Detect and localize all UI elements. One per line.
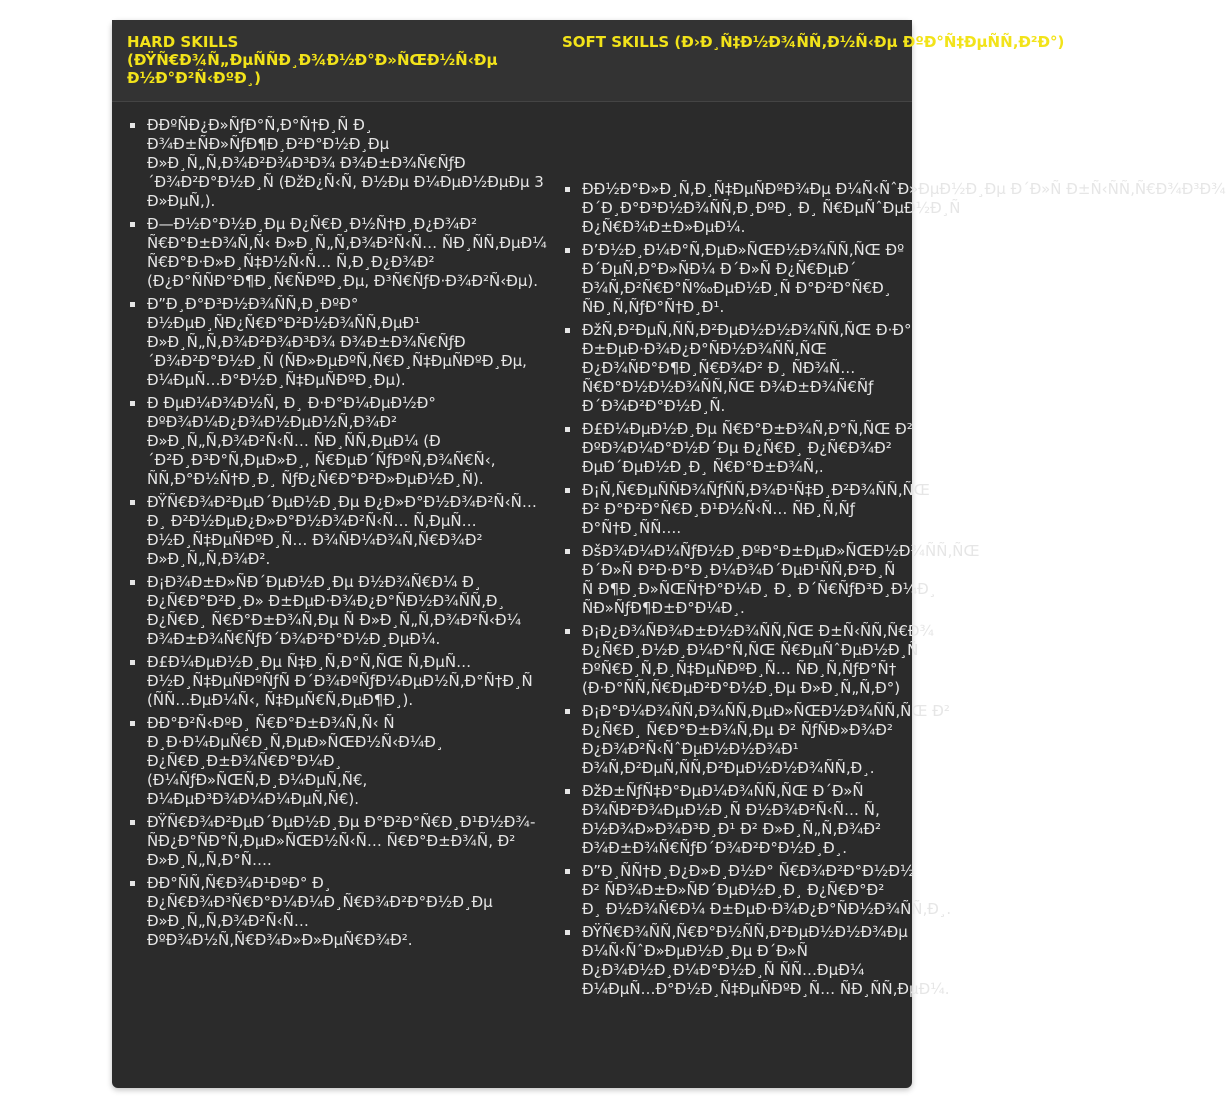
skills-table — [112, 20, 1226, 1088]
list-item: ĐŸÑ€Đ¾Đ²ĐµĐ´ĐµĐ½Đ¸Đµ Đ¿Đ»Đ°Đ½Đ¾Đ²Ñ‹Ñ… Đ¸ Đ²Đ½ĐµĐ¿Đ»Đ°Đ½Đ¾Đ²Ñ‹Ñ… Ñ‚ĐµÑ…Đ½Đ¸Ñ‡ĐµÑĐºĐ¸Ñ… Đ¾ÑĐ¼Đ¾Ñ‚Ñ€Đ¾Đ² Đ»Đ¸Ñ„Ñ‚Đ¾Đ². — [127, 493, 547, 569]
list-item: Đ ĐµĐ¼Đ¾Đ½Ñ‚ Đ¸ Đ·Đ°Đ¼ĐµĐ½Đ° ĐºĐ¾Đ¼Đ¿Đ¾Đ½ĐµĐ½Ñ‚Đ¾Đ² Đ»Đ¸Ñ„Ñ‚Đ¾Đ²Ñ‹Ñ… ÑĐ¸ÑÑ‚ĐµĐ¼ (Đ´Đ²Đ¸Đ³Đ°Ñ‚ĐµĐ»Đ¸, Ñ€ĐµĐ´ÑƒĐºÑ‚Đ¾Ñ€Ñ‹, ÑÑ‚Đ°Đ½Ñ†Đ¸Đ¸ ÑƒĐ¿Ñ€Đ°Đ²Đ»ĐµĐ½Đ¸Ñ). — [127, 394, 547, 489]
soft-skills-list — [562, 180, 1226, 999]
list-item — [562, 862, 952, 919]
bullet-icon — [130, 721, 135, 726]
list-item-line: Đ¾Ñ‚Đ²ĐµÑ‚ÑÑ‚Đ²ĐµĐ½Đ½Đ¾ÑÑ‚Đ¸. — [582, 759, 875, 777]
list-item-line: Đ´ĐµÑ‚Đ°Đ»ÑĐ¼ Đ´Đ»Ñ Đ¿Ñ€ĐµĐ´ — [582, 260, 857, 278]
bullet-icon — [130, 820, 135, 825]
list-item-line: Đ¡Ñ‚Ñ€ĐµÑÑĐ¾ÑƒÑÑ‚Đ¾Đ¹Ñ‡Đ¸Đ²Đ¾ÑÑ‚ÑŒ — [582, 481, 930, 499]
list-item-line: ĐºĐ¾Đ¼Đ°Đ½Đ´Đµ Đ¿Ñ€Đ¸ Đ¿Ñ€Đ¾Đ² — [582, 439, 892, 457]
bullet-icon — [130, 401, 135, 406]
list-item-line: Đ² ÑĐ¾Đ±Đ»ÑĐ´ĐµĐ½Đ¸Đ¸ Đ¿Ñ€Đ°Đ² — [582, 881, 885, 899]
list-item — [562, 420, 912, 477]
list-item-line: Đ¿Ñ€Đ¸Đ½Đ¸Đ¼Đ°Ñ‚ÑŒ Ñ€ĐµÑˆĐµĐ½Đ¸Ñ — [582, 641, 919, 659]
list-item-line: Đ´Đ»Ñ Đ²Đ·Đ°Đ¸Đ¼Đ¾Đ´ĐµĐ¹ÑÑ‚Đ²Đ¸Ñ — [582, 561, 896, 579]
list-item-line: (Đ·Đ°ÑÑ‚Ñ€ĐµĐ²Đ°Đ½Đ¸Đµ Đ»Đ¸Ñ„Ñ‚Đ°) — [582, 679, 901, 697]
list-item-line: Đ¡Đ°Đ¼Đ¾ÑÑ‚Đ¾ÑÑ‚ĐµĐ»ÑŒĐ½Đ¾ÑÑ‚ÑŒ Đ² — [582, 702, 950, 720]
bullet-icon — [565, 248, 570, 253]
list-item-line: Đ¿Đ¾Đ½Đ¸Đ¼Đ°Đ½Đ¸Ñ ÑÑ…ĐµĐ¼ — [582, 961, 865, 979]
list-item — [562, 702, 950, 778]
list-item — [562, 622, 935, 698]
list-item: ĐŸÑ€Đ¾Đ²ĐµĐ´ĐµĐ½Đ¸Đµ Đ°Đ²Đ°Ñ€Đ¸Đ¹Đ½Đ¾-ÑĐ¿Đ°ÑĐ°Ñ‚ĐµĐ»ÑŒĐ½Ñ‹Ñ… Ñ€Đ°Đ±Đ¾Ñ‚ Đ² Đ»Đ¸Ñ„Ñ‚Đ°Ñ…. — [127, 813, 547, 870]
list-item-line: Đ½Đ¾Đ»Đ¾Đ³Đ¸Đ¹ Đ² Đ»Đ¸Ñ„Ñ‚Đ¾Đ² — [582, 820, 882, 838]
list-item-line: Đ¾Ñ‚Đ²Ñ€Đ°Ñ‰ĐµĐ½Đ¸Ñ Đ°Đ²Đ°Ñ€Đ¸ — [582, 279, 892, 297]
list-item-line: Đ”Đ¸ÑÑ†Đ¸Đ¿Đ»Đ¸Đ½Đ° Ñ€Đ¾Đ²Đ°Đ½Đ½ — [582, 862, 915, 880]
bullet-icon — [565, 488, 570, 493]
list-item-line: Đ¾Đ±Đ¾Ñ€ÑƒĐ´Đ¾Đ²Đ°Đ½Đ¸Đ¸. — [582, 839, 848, 857]
bullet-icon — [130, 580, 135, 585]
bullet-icon — [565, 869, 570, 874]
list-item-line: Đ°Ñ†Đ¸ÑÑ…. — [582, 519, 682, 537]
list-item-line: Đ’Đ½Đ¸Đ¼Đ°Ñ‚ĐµĐ»ÑŒĐ½Đ¾ÑÑ‚ÑŒ Đº — [582, 241, 905, 259]
list-item-line: ĐµĐ´ĐµĐ½Đ¸Đ¸ Ñ€Đ°Đ±Đ¾Ñ‚. — [582, 458, 824, 476]
list-item-line: ĐšĐ¾Đ¼Đ¼ÑƒĐ½Đ¸ĐºĐ°Đ±ĐµĐ»ÑŒĐ½Đ¾ÑÑ‚ÑŒ — [582, 542, 980, 560]
list-item-line: ĐºÑ€Đ¸Ñ‚Đ¸Ñ‡ĐµÑĐºĐ¸Ñ… ÑĐ¸Ñ‚ÑƒĐ°Ñ† — [582, 660, 897, 678]
list-item-line: Đ£Đ¼ĐµĐ½Đ¸Đµ Ñ€Đ°Đ±Đ¾Ñ‚Đ°Ñ‚ÑŒ Đ² — [582, 420, 913, 438]
bullet-icon — [130, 222, 135, 227]
list-item-line: Đ±ĐµĐ·Đ¾Đ¿Đ°ÑĐ½Đ¾ÑÑ‚ÑŒ — [582, 340, 827, 358]
list-item: Đ£Đ¼ĐµĐ½Đ¸Đµ Ñ‡Đ¸Ñ‚Đ°Ñ‚ÑŒ Ñ‚ĐµÑ…Đ½Đ¸Ñ‡ĐµÑĐºÑƒÑ Đ´Đ¾ĐºÑƒĐ¼ĐµĐ½Ñ‚Đ°Ñ†Đ¸Ñ (ÑÑ…ĐµĐ¼Ñ‹, Ñ‡ĐµÑ€Ñ‚ĐµĐ¶Đ¸). — [127, 653, 547, 710]
list-item-line: Đ¿Ñ€Đ¸ Ñ€Đ°Đ±Đ¾Ñ‚Đµ Đ² ÑƒÑĐ»Đ¾Đ² — [582, 721, 893, 739]
list-item-line: Ñ€Đ°Đ½Đ½Đ¾ÑÑ‚ÑŒ Đ¾Đ±Đ¾Ñ€Ñƒ — [582, 378, 874, 396]
list-item — [562, 180, 1226, 237]
list-item-line: Đ¡Đ¿Đ¾ÑĐ¾Đ±Đ½Đ¾ÑÑ‚ÑŒ Đ±Ñ‹ÑÑ‚Ñ€Đ¾ — [582, 622, 935, 640]
bullet-icon — [565, 427, 570, 432]
list-item-line: Ñ Đ¶Đ¸Đ»ÑŒÑ†Đ°Đ¼Đ¸ Đ¸ Đ´Ñ€ÑƒĐ³Đ¸Đ¼Đ¸ — [582, 580, 937, 598]
list-item-line: Đ¸ Đ½Đ¾Ñ€Đ¼ Đ±ĐµĐ·Đ¾Đ¿Đ°ÑĐ½Đ¾ÑÑ‚Đ¸. — [582, 900, 952, 918]
soft-skills-heading: SOFT SKILLS (Đ›Đ¸Ñ‡Đ½Đ¾ÑÑ‚Đ½Ñ‹Đµ ĐºĐ°Ñ‡ĐµÑÑ‚Đ²Đ°) — [562, 33, 1065, 51]
list-item-line: Đ´Đ¾Đ²Đ°Đ½Đ¸Ñ. — [582, 397, 726, 415]
list-item-line: Đ¾ÑĐ²Đ¾ĐµĐ½Đ¸Ñ Đ½Đ¾Đ²Ñ‹Ñ… Ñ‚ — [582, 801, 880, 819]
hard-skills-column — [127, 116, 547, 954]
table-header — [112, 20, 1065, 102]
list-item-line: ĐžĐ±ÑƒÑ‡Đ°ĐµĐ¼Đ¾ÑÑ‚ÑŒ Đ´Đ»Ñ — [582, 782, 864, 800]
list-item-line: ÑĐ»ÑƒĐ¶Đ±Đ°Đ¼Đ¸. — [582, 599, 745, 617]
bullet-icon — [565, 549, 570, 554]
hard-skills-heading: HARD SKILLS (ĐŸÑ€Đ¾Ñ„ĐµÑÑĐ¸Đ¾Đ½Đ°Đ»ÑŒĐ½Ñ‹Đµ Đ½Đ°Đ²Ñ‹ĐºĐ¸) — [127, 33, 503, 87]
list-item: Đ¡Đ¾Đ±Đ»ÑĐ´ĐµĐ½Đ¸Đµ Đ½Đ¾Ñ€Đ¼ Đ¸ Đ¿Ñ€Đ°Đ²Đ¸Đ» Đ±ĐµĐ·Đ¾Đ¿Đ°ÑĐ½Đ¾ÑÑ‚Đ¸ Đ¿Ñ€Đ¸ Ñ€Đ°Đ±Đ¾Ñ‚Đµ Ñ Đ»Đ¸Ñ„Ñ‚Đ¾Đ²Ñ‹Đ¼ Đ¾Đ±Đ¾Ñ€ÑƒĐ´Đ¾Đ²Đ°Đ½Đ¸ĐµĐ¼. — [127, 573, 547, 649]
list-item — [562, 782, 912, 858]
list-item-line: Đ¿Đ¾Đ²Ñ‹ÑˆĐµĐ½Đ½Đ¾Đ¹ — [582, 740, 799, 758]
list-item: Đ—Đ½Đ°Đ½Đ¸Đµ Đ¿Ñ€Đ¸Đ½Ñ†Đ¸Đ¿Đ¾Đ² Ñ€Đ°Đ±Đ¾Ñ‚Ñ‹ Đ»Đ¸Ñ„Ñ‚Đ¾Đ²Ñ‹Ñ… ÑĐ¸ÑÑ‚ĐµĐ¼ Ñ€Đ°Đ·Đ»Đ¸Ñ‡Đ½Ñ‹Ñ… Ñ‚Đ¸Đ¿Đ¾Đ² (Đ¿Đ°ÑÑĐ°Đ¶Đ¸Ñ€ÑĐºĐ¸Đµ, Đ³Ñ€ÑƒĐ·Đ¾Đ²Ñ‹Đµ). — [127, 215, 547, 291]
list-item — [562, 321, 912, 416]
bullet-icon — [565, 629, 570, 634]
list-item — [562, 542, 980, 618]
list-item: ĐĐ°ÑÑ‚Ñ€Đ¾Đ¹ĐºĐ° Đ¸ Đ¿Ñ€Đ¾Đ³Ñ€Đ°Đ¼Đ¼Đ¸Ñ€Đ¾Đ²Đ°Đ½Đ¸Đµ Đ»Đ¸Ñ„Ñ‚Đ¾Đ²Ñ‹Ñ… ĐºĐ¾Đ½Ñ‚Ñ€Đ¾Đ»Đ»ĐµÑ€Đ¾Đ². — [127, 874, 547, 950]
bullet-icon — [565, 328, 570, 333]
soft-skills-column — [562, 180, 1226, 1003]
list-item: Đ”Đ¸Đ°Đ³Đ½Đ¾ÑÑ‚Đ¸ĐºĐ° Đ½ĐµĐ¸ÑĐ¿Ñ€Đ°Đ²Đ½Đ¾ÑÑ‚ĐµĐ¹ Đ»Đ¸Ñ„Ñ‚Đ¾Đ²Đ¾Đ³Đ¾ Đ¾Đ±Đ¾Ñ€ÑƒĐ´Đ¾Đ²Đ°Đ½Đ¸Ñ (ÑĐ»ĐµĐºÑ‚Ñ€Đ¸Ñ‡ĐµÑĐºĐ¸Đµ, Đ¼ĐµÑ…Đ°Đ½Đ¸Ñ‡ĐµÑĐºĐ¸Đµ). — [127, 295, 547, 390]
list-item-line: Đ² Đ°Đ²Đ°Ñ€Đ¸Đ¹Đ½Ñ‹Ñ… ÑĐ¸Ñ‚Ñƒ — [582, 500, 856, 518]
list-item-line: ĐĐ½Đ°Đ»Đ¸Ñ‚Đ¸Ñ‡ĐµÑĐºĐ¾Đµ Đ¼Ñ‹ÑˆĐ»ĐµĐ½Đ¸Đµ Đ´Đ»Ñ Đ±Ñ‹ÑÑ‚Ñ€Đ¾Đ³Đ¾ — [582, 180, 1226, 198]
list-item-line: ĐŸÑ€Đ¾ÑÑ‚Ñ€Đ°Đ½ÑÑ‚Đ²ĐµĐ½Đ½Đ¾Đµ — [582, 923, 908, 941]
bullet-icon — [565, 930, 570, 935]
list-item-line: Đ¿Đ¾ÑĐ°Đ¶Đ¸Ñ€Đ¾Đ² Đ¸ ÑĐ¾Ñ… — [582, 359, 856, 377]
list-item — [562, 241, 912, 317]
bullet-icon — [565, 709, 570, 714]
list-item-line: Đ¼Ñ‹ÑˆĐ»ĐµĐ½Đ¸Đµ Đ´Đ»Ñ — [582, 942, 808, 960]
list-item-line: ÑĐ¸Ñ‚ÑƒĐ°Ñ†Đ¸Đ¹. — [582, 298, 725, 316]
bullet-icon — [130, 123, 135, 128]
bullet-icon — [130, 500, 135, 505]
list-item: ĐĐ°Đ²Ñ‹ĐºĐ¸ Ñ€Đ°Đ±Đ¾Ñ‚Ñ‹ Ñ Đ¸Đ·Đ¼ĐµÑ€Đ¸Ñ‚ĐµĐ»ÑŒĐ½Ñ‹Đ¼Đ¸ Đ¿Ñ€Đ¸Đ±Đ¾Ñ€Đ°Đ¼Đ¸ (Đ¼ÑƒĐ»ÑŒÑ‚Đ¸Đ¼ĐµÑ‚Ñ€, Đ¼ĐµĐ³Đ¾Đ¼Đ¼ĐµÑ‚Ñ€). — [127, 714, 547, 809]
list-item-line: Đ¿Ñ€Đ¾Đ±Đ»ĐµĐ¼. — [582, 218, 746, 236]
list-item-line: Đ¼ĐµÑ…Đ°Đ½Đ¸Ñ‡ĐµÑĐºĐ¸Ñ… ÑĐ¸ÑÑ‚ĐµĐ¼. — [582, 980, 950, 998]
list-item — [562, 923, 950, 999]
bullet-icon — [565, 187, 570, 192]
list-item — [562, 481, 930, 538]
bullet-icon — [130, 660, 135, 665]
list-item-line: ĐžÑ‚Đ²ĐµÑ‚ÑÑ‚Đ²ĐµĐ½Đ½Đ¾ÑÑ‚ÑŒ Đ·Đ° — [582, 321, 912, 339]
bullet-icon — [130, 302, 135, 307]
bullet-icon — [130, 881, 135, 886]
bullet-icon — [565, 789, 570, 794]
list-item: ĐĐºÑĐ¿Đ»ÑƒĐ°Ñ‚Đ°Ñ†Đ¸Ñ Đ¸ Đ¾Đ±ÑĐ»ÑƒĐ¶Đ¸Đ²Đ°Đ½Đ¸Đµ Đ»Đ¸Ñ„Ñ‚Đ¾Đ²Đ¾Đ³Đ¾ Đ¾Đ±Đ¾Ñ€ÑƒĐ´Đ¾Đ²Đ°Đ½Đ¸Ñ (ĐžĐ¿Ñ‹Ñ‚ Đ½Đµ Đ¼ĐµĐ½ĐµĐµ 3 Đ»ĐµÑ‚). — [127, 116, 547, 211]
hard-skills-list — [127, 116, 547, 950]
list-item-line: Đ´Đ¸Đ°Đ³Đ½Đ¾ÑÑ‚Đ¸ĐºĐ¸ Đ¸ Ñ€ĐµÑˆĐµĐ½Đ¸Ñ — [582, 199, 961, 217]
